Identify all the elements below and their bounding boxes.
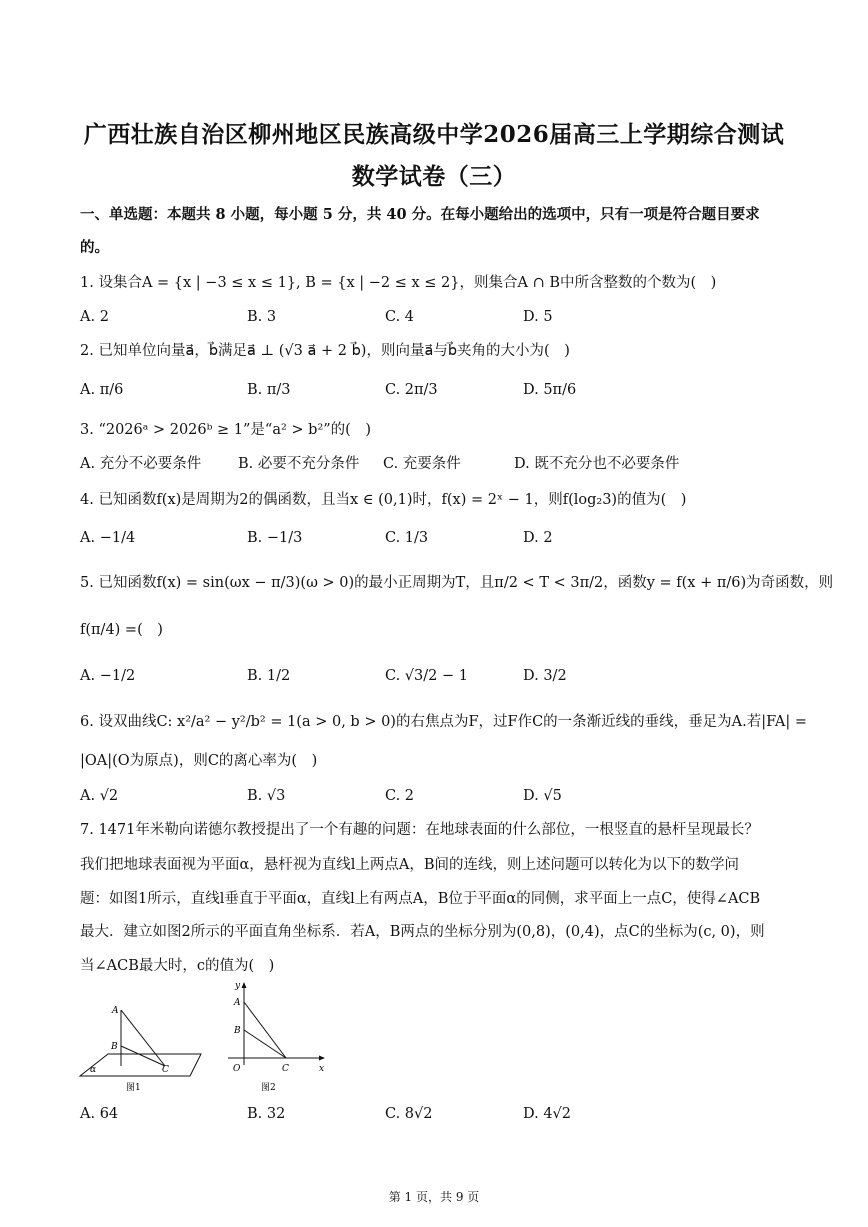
q3-option-d: D. 既不充分也不必要条件 [514, 456, 680, 472]
q5-option-c: C. √3/2 − 1 [385, 668, 468, 684]
fig2-label-o: O [233, 1064, 241, 1074]
question-7-line4: 最大．建立如图2所示的平面直角坐标系．若A，B两点的坐标分别为(0,8)，(0,4)，点C的坐标为(c, 0)，则 [80, 924, 765, 940]
q2-option-c: C. 2π/3 [385, 382, 438, 398]
plane-alpha [80, 1054, 201, 1076]
q5-option-a: A. −1/2 [80, 668, 136, 684]
q6-option-a: A. √2 [80, 788, 119, 804]
q2-option-a: A. π/6 [80, 382, 124, 398]
fig2-label-b: B [234, 1026, 241, 1036]
q6-option-d: D. √5 [523, 788, 562, 804]
x-axis-arrow-icon [319, 1056, 325, 1061]
page-footer: 第 1 页，共 9 页 [388, 1190, 480, 1204]
fig1-label-b: B [111, 1042, 118, 1052]
y-axis-arrow-icon [242, 982, 247, 988]
question-7-line3: 题：如图1所示，直线l垂直于平面α，直线l上有两点A，B位于平面α的同侧，求平面上一点C，使得∠ACB [80, 891, 761, 907]
segment-bc [121, 1046, 165, 1066]
question-2-stem: 2. 已知单位向量a⃗，b⃗满足a⃗ ⊥ (√3 a⃗ + 2 b⃗)，则向量a⃗与b⃗夹角的大小为( ) [80, 343, 570, 359]
q3-option-a: A. 充分不必要条件 [80, 456, 202, 472]
question-1-stem: 1. 设集合A = {x | −3 ≤ x ≤ 1}, B = {x | −2 ≤ x ≤ 2}，则集合A ∩ B中所含整数的个数为( ) [80, 275, 717, 291]
q7-option-b: B. 32 [247, 1106, 286, 1122]
question-5-stem-cont: f(π/4) =( ) [80, 622, 163, 638]
fig1-label-a: A [112, 1006, 119, 1016]
q3-option-b: B. 必要不充分条件 [238, 456, 360, 472]
q7-option-a: A. 64 [80, 1106, 119, 1122]
q3-option-c: C. 充要条件 [383, 456, 461, 472]
question-7-line5: 当∠ACB最大时，c的值为( ) [80, 958, 275, 974]
q6-option-b: B. √3 [247, 788, 286, 804]
segment-bc [244, 1030, 286, 1058]
section-header: 一、单选题：本题共 8 小题，每小题 5 分，共 40 分。在每小题给出的选项中，只有一项是符合题目要求 [80, 206, 760, 223]
q4-option-d: D. 2 [523, 530, 553, 546]
question-6-stem-cont: |OA|(O为原点)，则C的离心率为( ) [80, 753, 318, 769]
q1-option-b: B. 3 [247, 309, 277, 325]
q5-option-d: D. 3/2 [523, 668, 567, 684]
q1-option-a: A. 2 [80, 309, 109, 325]
question-5-stem: 5. 已知函数f(x) = sin(ωx − π/3)(ω > 0)的最小正周期为T，且π/2 < T < 3π/2，函数y = f(x + π/6)为奇函数，则 [80, 575, 834, 591]
question-3-stem: 3. “2026ᵃ > 2026ᵇ ≥ 1”是“a² > b²”的( ) [80, 422, 371, 438]
q4-option-c: C. 1/3 [385, 530, 429, 546]
section-header-cont: 的。 [80, 239, 109, 256]
exam-title-line1: 广西壮族自治区柳州地区民族高级中学2026届高三上学期综合测试 [83, 121, 785, 148]
q7-option-d: D. 4√2 [523, 1106, 572, 1122]
fig2-label-y: y [235, 981, 241, 991]
q2-option-d: D. 5π/6 [523, 382, 577, 398]
segment-ac [244, 1002, 286, 1058]
q7-option-c: C. 8√2 [385, 1106, 433, 1122]
q1-option-d: D. 5 [523, 309, 553, 325]
q4-option-a: A. −1/4 [80, 530, 136, 546]
fig2-label-c: C [282, 1064, 289, 1074]
exam-title-line2: 数学试卷（三） [351, 163, 517, 190]
question-6-stem: 6. 设双曲线C: x²/a² − y²/b² = 1(a > 0, b > 0)的右焦点为F，过F作C的一条渐近线的垂线，垂足为A.若|FA| = [80, 714, 808, 730]
fig2-label-x: x [319, 1064, 325, 1074]
q4-option-b: B. −1/3 [247, 530, 303, 546]
question-7-line1: 7. 1471年米勒向诺德尔教授提出了一个有趣的问题：在地球表面的什么部位，一根竖直的悬杆呈现最长？ [80, 822, 759, 838]
question-7-line2: 我们把地球表面视为平面α，悬杆视为直线l上两点A，B间的连线，则上述问题可以转化为以下的数学问 [80, 857, 740, 873]
figure-1 [78, 1000, 203, 1095]
q5-option-b: B. 1/2 [247, 668, 291, 684]
fig2-label-a: A [234, 998, 241, 1008]
figure-2 [218, 980, 330, 1095]
segment-ac [121, 1010, 165, 1066]
question-4-stem: 4. 已知函数f(x)是周期为2的偶函数，且当x ∈ (0,1)时，f(x) = 2ˣ − 1，则f(log₂3)的值为( ) [80, 492, 687, 508]
fig1-label-c: C [162, 1065, 169, 1075]
q2-option-b: B. π/3 [247, 382, 291, 398]
fig1-label-alpha: α [90, 1065, 97, 1075]
q1-option-c: C. 4 [385, 309, 415, 325]
fig1-caption: 图1 [126, 1083, 141, 1093]
q6-option-c: C. 2 [385, 788, 415, 804]
fig2-caption: 图2 [261, 1083, 276, 1093]
